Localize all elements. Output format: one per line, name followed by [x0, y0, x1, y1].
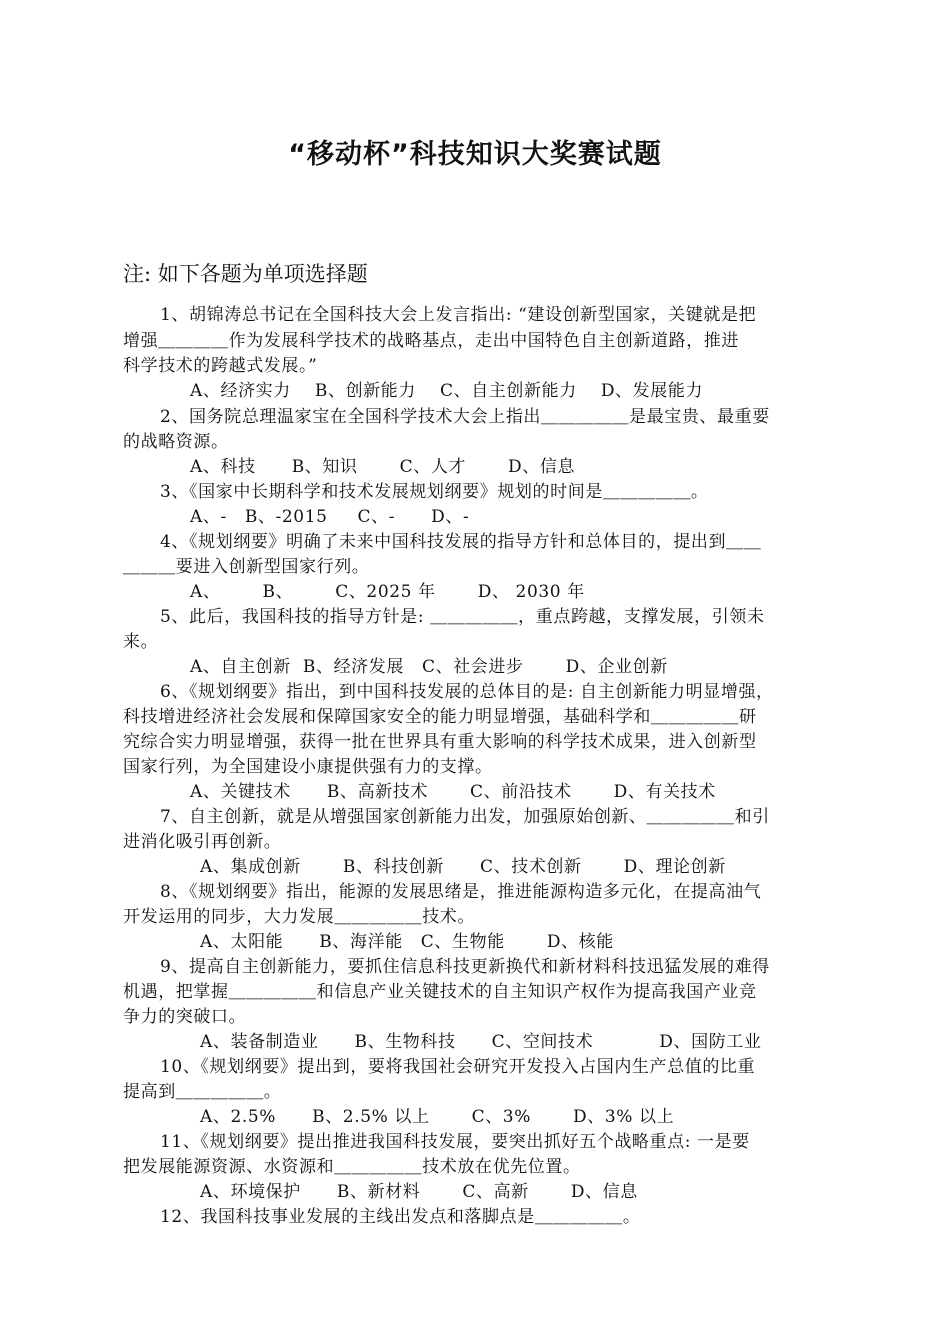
- question-5-line-2: 来。: [123, 632, 159, 652]
- question-6-line-3: 究综合实力明显增强，获得一批在世界具有重大影响的科学技术成果，进入创新型: [123, 732, 757, 752]
- question-2-line-1: 2、国务院总理温家宝在全国科学技术大会上指出＿＿＿＿＿是最宝贵、最重要: [160, 407, 770, 427]
- question-6-line-2: 科技增进经济社会发展和保障国家安全的能力明显增强，基础科学和＿＿＿＿＿研: [123, 707, 757, 727]
- question-9-line-3: 争力的突破口。: [123, 1007, 247, 1027]
- question-4-line-1: 4、《规划纲要》明确了未来中国科技发展的指导方针和总体目的，提出到＿＿: [160, 532, 762, 552]
- page-title: “移动杯”科技知识大奖赛试题: [288, 139, 662, 170]
- question-8-line-2: 开发运用的同步，大力发展＿＿＿＿＿技术。: [123, 907, 475, 927]
- question-8-options: A、太阳能 B、海洋能 C、生物能 D、核能: [200, 932, 614, 952]
- question-9-line-2: 机遇，把掌握＿＿＿＿＿和信息产业关键技术的自主知识产权作为提高我国产业竞: [123, 982, 757, 1002]
- question-9-line-1: 9、提高自主创新能力，要抓住信息科技更新换代和新材料科技迅猛发展的难得: [160, 957, 770, 977]
- question-12-line-1: 12、我国科技事业发展的主线出发点和落脚点是＿＿＿＿＿。: [160, 1207, 641, 1227]
- question-11-line-1: 11、《规划纲要》提出推进我国科技发展，要突出抓好五个战略重点: 一是要: [160, 1132, 750, 1152]
- question-8-line-1: 8、《规划纲要》指出，能源的发展思绪是，推进能源构造多元化，在提高油气: [160, 882, 762, 902]
- question-9-options: A、装备制造业 B、生物科技 C、空间技术 D、国防工业: [200, 1032, 762, 1052]
- question-1-line-1: 1、胡锦涛总书记在全国科技大会上发言指出: “建设创新型国家，关键就是把: [160, 305, 757, 325]
- question-2-options: A、科技 B、知识 C、人才 D、信息: [190, 457, 576, 477]
- question-7-line-1: 7、自主创新，就是从增强国家创新能力出发，加强原始创新、＿＿＿＿＿和引: [160, 807, 770, 827]
- question-5-options: A、自主创新 B、经济发展 C、社会进步 D、企业创新: [190, 657, 668, 677]
- question-3-line-1: 3、《国家中长期科学和技术发展规划纲要》规划的时间是＿＿＿＿＿。: [160, 482, 709, 502]
- question-4-options: A、 B、 C、2025 年 D、 2030 年: [190, 582, 585, 602]
- question-7-options: A、集成创新 B、科技创新 C、技术创新 D、理论创新: [200, 857, 726, 877]
- question-6-options: A、关键技术 B、高新技术 C、前沿技术 D、有关技术: [190, 782, 716, 802]
- question-6-line-1: 6、《规划纲要》指出，到中国科技发展的总体目的是: 自主创新能力明显增强，: [160, 682, 774, 702]
- question-2-line-2: 的战略资源。: [123, 432, 229, 452]
- question-1-line-2: 增强＿＿＿＿作为发展科学技术的战略基点，走出中国特色自主创新道路，推进: [123, 331, 739, 351]
- question-1-line-3: 科学技术的跨越式发展。”: [123, 356, 318, 376]
- question-7-line-2: 进消化吸引再创新。: [123, 832, 282, 852]
- question-3-options: A、- B、-2015 C、- D、-: [190, 507, 470, 527]
- question-10-options: A、2.5% B、2.5% 以上 C、3% D、3% 以上: [200, 1107, 675, 1127]
- question-10-line-1: 10、《规划纲要》提出到，要将我国社会研究开发投入占国内生产总值的比重: [160, 1057, 756, 1077]
- question-11-options: A、环境保护 B、新材料 C、高新 D、信息: [200, 1182, 638, 1202]
- question-6-line-4: 国家行列，为全国建设小康提供强有力的支撑。: [123, 757, 493, 777]
- question-10-line-2: 提高到＿＿＿＿＿。: [123, 1082, 282, 1102]
- question-1-options: A、经济实力 B、创新能力 C、自主创新能力 D、发展能力: [190, 381, 704, 401]
- question-5-line-1: 5、此后，我国科技的指导方针是: ＿＿＿＿＿，重点跨越，支撑发展，引领未: [160, 607, 765, 627]
- question-11-line-2: 把发展能源资源、水资源和＿＿＿＿＿技术放在优先位置。: [123, 1157, 581, 1177]
- question-4-line-2: ＿＿＿要进入创新型国家行列。: [123, 557, 370, 577]
- instruction-note: 注: 如下各题为单项选择题: [123, 262, 368, 286]
